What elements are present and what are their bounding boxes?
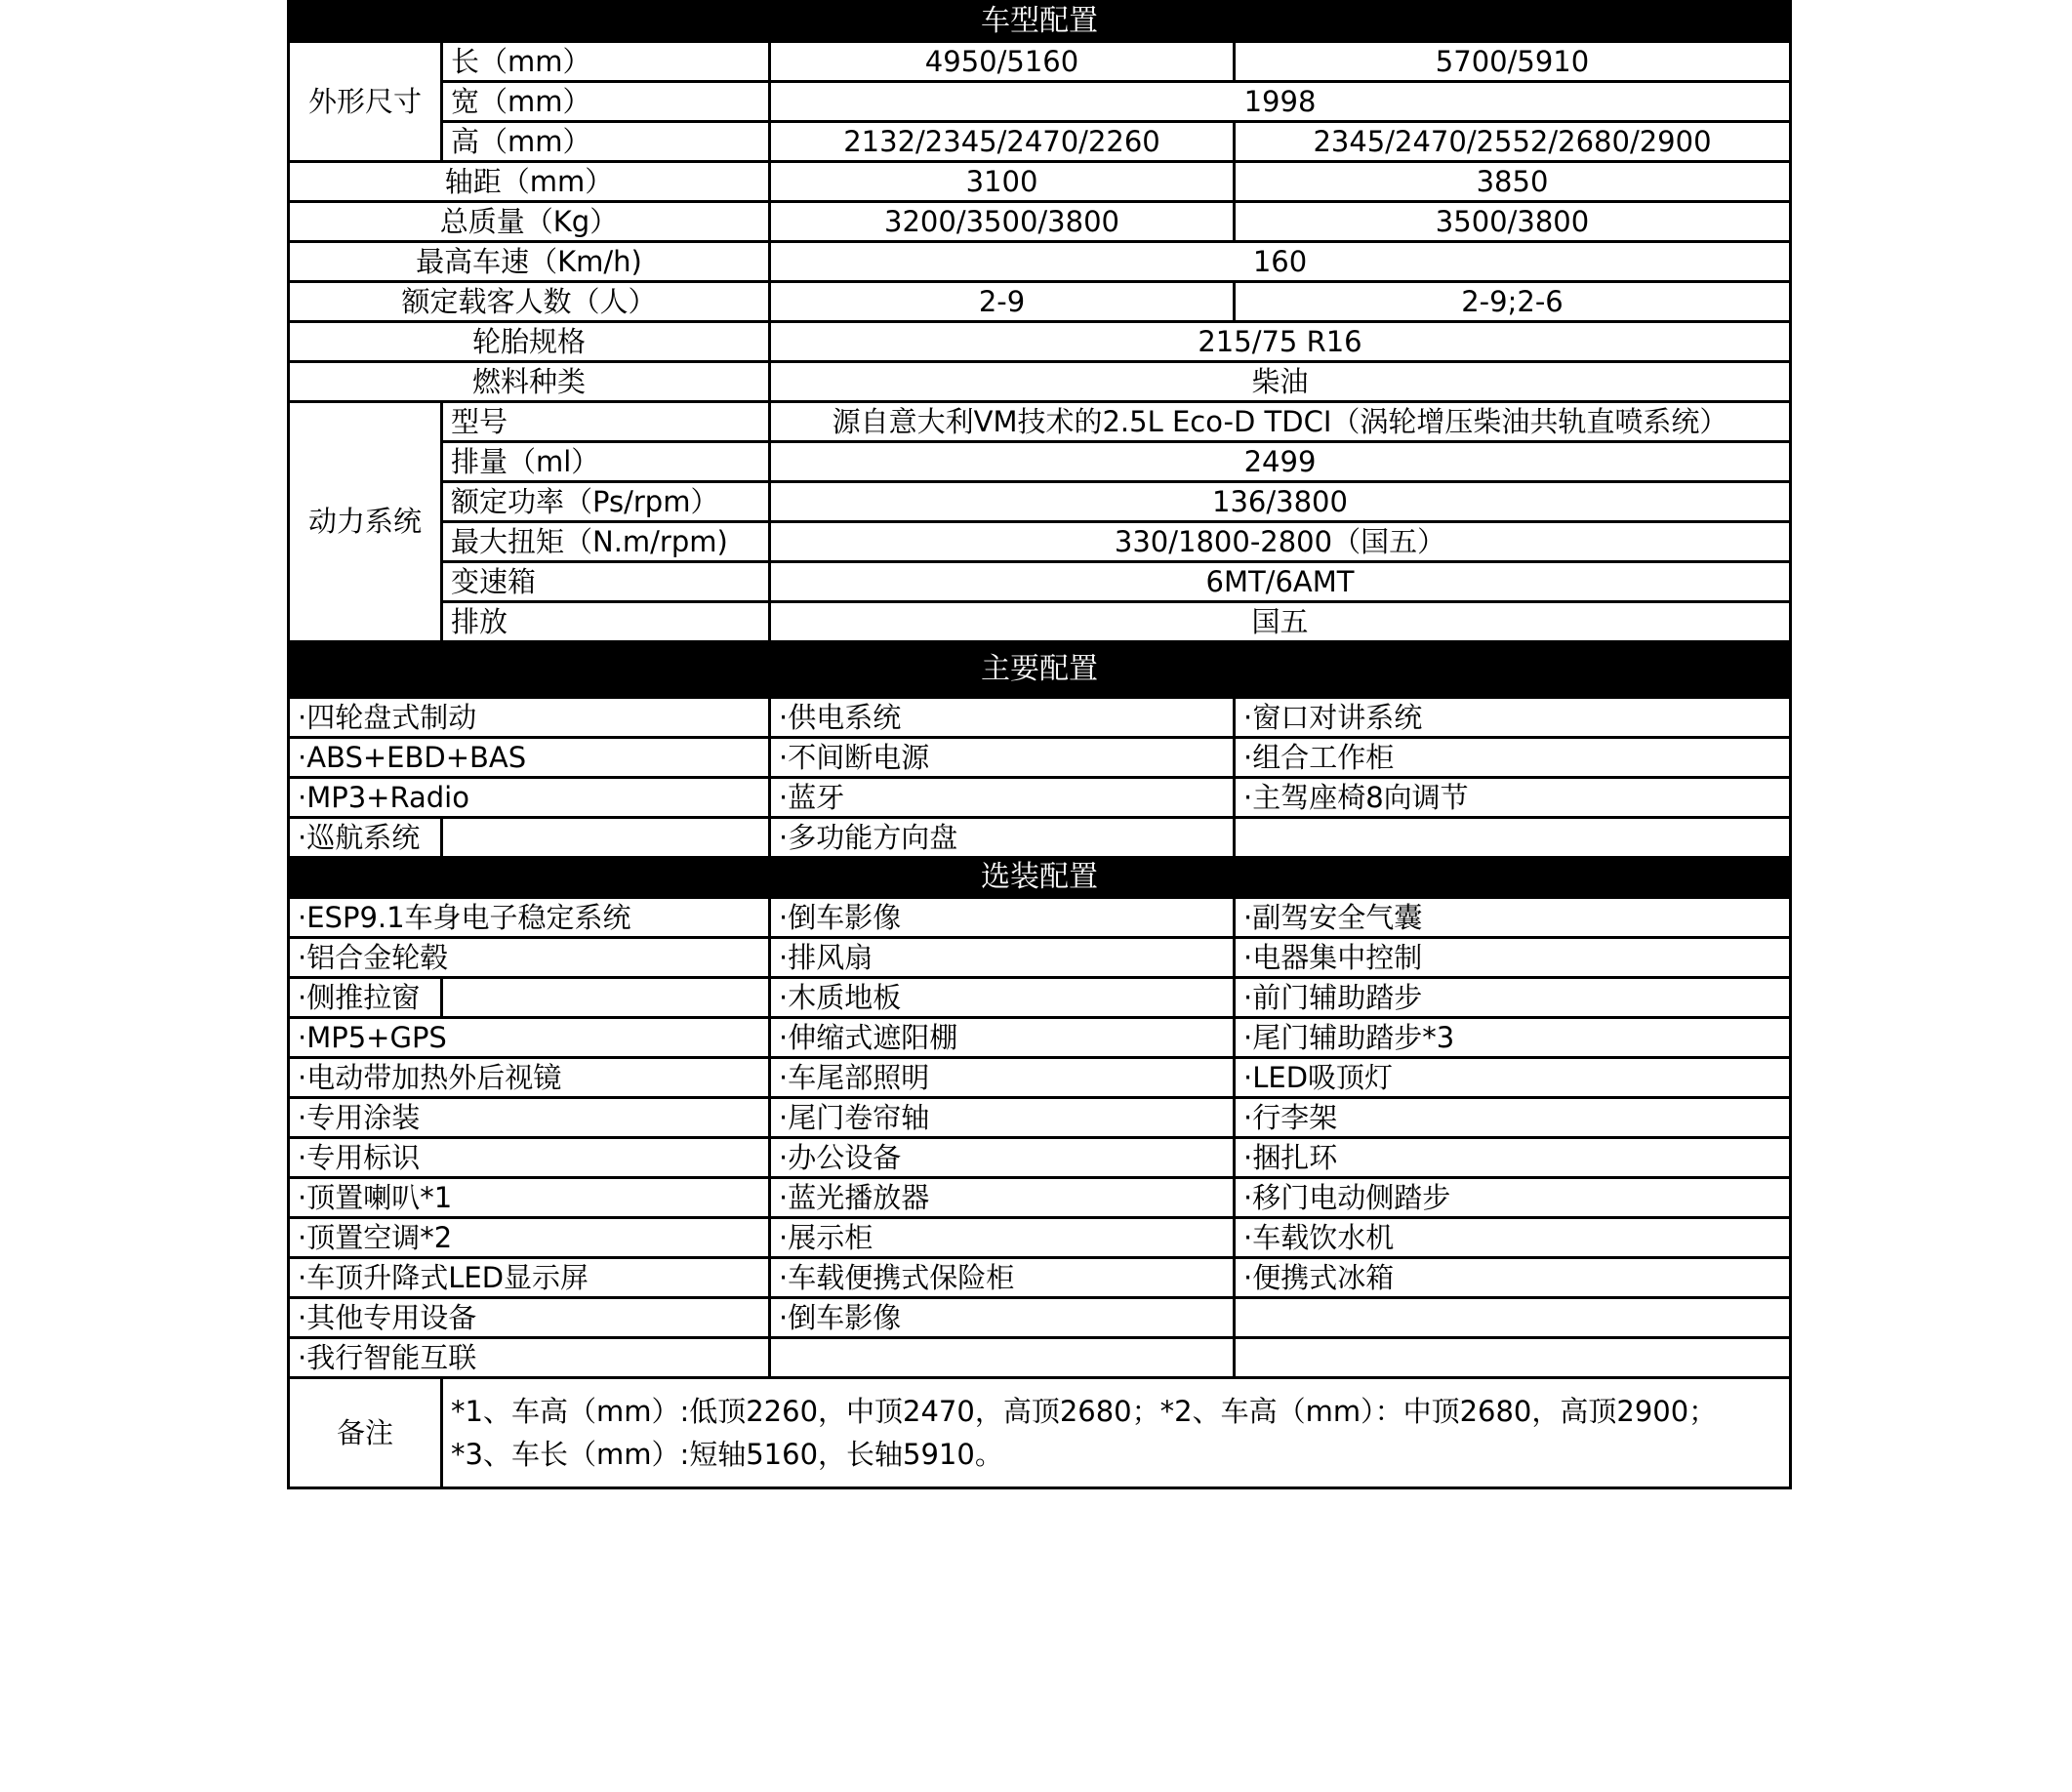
table-row <box>289 1098 1791 1138</box>
cell-value: 源自意大利VM技术的2.5L Eco-D TDCI（涡轮增压柴油共轨直喷系统） <box>770 402 1791 442</box>
feature-cell: ·办公设备 <box>770 1138 1235 1178</box>
cell-value: 3200/3500/3800 <box>770 202 1235 242</box>
feature-cell: ·前门辅助踏步 <box>1235 978 1791 1018</box>
table-row <box>289 818 1791 858</box>
row-label: 宽（mm） <box>442 82 770 122</box>
feature-cell: ·顶置喇叭*1 <box>289 1178 770 1218</box>
group-label-powertrain: 动力系统 <box>289 402 442 642</box>
row-label: 总质量（Kg） <box>289 202 770 242</box>
table-row <box>289 482 1791 522</box>
section-header-optional <box>289 858 1791 898</box>
table-row <box>289 562 1791 602</box>
feature-cell: ·ESP9.1车身电子稳定系统 <box>289 898 770 938</box>
table-row <box>289 1178 1791 1218</box>
feature-cell: ·专用标识 <box>289 1138 770 1178</box>
section-header-main <box>289 642 1791 698</box>
feature-cell: ·MP5+GPS <box>289 1018 770 1058</box>
table-row <box>289 402 1791 442</box>
note-line: *3、车长（mm）:短轴5160，长轴5910。 <box>451 1438 1003 1471</box>
table-row <box>289 1258 1791 1298</box>
cell-value: 2132/2345/2470/2260 <box>770 122 1235 162</box>
table-row <box>289 938 1791 978</box>
table-row <box>289 698 1791 738</box>
feature-cell: ·供电系统 <box>770 698 1235 738</box>
row-label: 额定功率（Ps/rpm） <box>442 482 770 522</box>
feature-cell: ·展示柜 <box>770 1218 1235 1258</box>
table-row <box>289 1138 1791 1178</box>
cell-value: 4950/5160 <box>770 42 1235 82</box>
cell-value: 160 <box>770 242 1791 282</box>
feature-cell: ·侧推拉窗 <box>289 978 442 1018</box>
row-label: 变速箱 <box>442 562 770 602</box>
empty-cell <box>442 978 770 1018</box>
table-row <box>289 778 1791 818</box>
table-row <box>289 1058 1791 1098</box>
feature-cell: ·便携式冰箱 <box>1235 1258 1791 1298</box>
feature-cell: ·其他专用设备 <box>289 1298 770 1338</box>
feature-cell <box>1235 1298 1791 1338</box>
table-row <box>289 442 1791 482</box>
feature-cell: ·倒车影像 <box>770 898 1235 938</box>
table-row <box>289 42 1791 82</box>
cell-value: 柴油 <box>770 362 1791 402</box>
feature-cell: ·尾门卷帘轴 <box>770 1098 1235 1138</box>
table-row <box>289 362 1791 402</box>
table-row <box>289 322 1791 362</box>
cell-value: 6MT/6AMT <box>770 562 1791 602</box>
row-label: 额定载客人数（人） <box>289 282 770 322</box>
feature-cell: ·专用涂装 <box>289 1098 770 1138</box>
notes-text <box>442 1378 1791 1488</box>
cell-value: 136/3800 <box>770 482 1791 522</box>
section-title: 主要配置 <box>289 642 1791 698</box>
row-label: 排量（ml） <box>442 442 770 482</box>
table-row <box>289 122 1791 162</box>
feature-cell: ·尾门辅助踏步*3 <box>1235 1018 1791 1058</box>
section-header-model <box>289 2 1791 42</box>
feature-cell: ·四轮盘式制动 <box>289 698 770 738</box>
spec-table <box>287 0 1792 1489</box>
row-label: 最高车速（Km/h) <box>289 242 770 282</box>
feature-cell: ·蓝牙 <box>770 778 1235 818</box>
empty-cell <box>442 818 770 858</box>
feature-cell <box>770 1338 1235 1378</box>
feature-cell: ·电动带加热外后视镜 <box>289 1058 770 1098</box>
row-label: 燃料种类 <box>289 362 770 402</box>
feature-cell: ·组合工作柜 <box>1235 738 1791 778</box>
feature-cell: ·ABS+EBD+BAS <box>289 738 770 778</box>
cell-value: 国五 <box>770 602 1791 642</box>
cell-value: 2345/2470/2552/2680/2900 <box>1235 122 1791 162</box>
table-row <box>289 978 1791 1018</box>
feature-cell: ·车载便携式保险柜 <box>770 1258 1235 1298</box>
table-row <box>289 82 1791 122</box>
table-row <box>289 1018 1791 1058</box>
feature-cell: ·车尾部照明 <box>770 1058 1235 1098</box>
notes-label: 备注 <box>289 1378 442 1488</box>
feature-cell: ·行李架 <box>1235 1098 1791 1138</box>
spec-sheet <box>287 0 1789 1489</box>
row-label: 排放 <box>442 602 770 642</box>
feature-cell: ·LED吸顶灯 <box>1235 1058 1791 1098</box>
cell-value: 3500/3800 <box>1235 202 1791 242</box>
feature-cell <box>1235 818 1791 858</box>
feature-cell: ·蓝光播放器 <box>770 1178 1235 1218</box>
feature-cell: ·副驾安全气囊 <box>1235 898 1791 938</box>
feature-cell: ·车载饮水机 <box>1235 1218 1791 1258</box>
notes-row <box>289 1378 1791 1488</box>
section-title: 选装配置 <box>289 858 1791 898</box>
row-label: 轴距（mm） <box>289 162 770 202</box>
cell-value: 2499 <box>770 442 1791 482</box>
row-label: 轮胎规格 <box>289 322 770 362</box>
feature-cell <box>1235 1338 1791 1378</box>
feature-cell: ·伸缩式遮阳棚 <box>770 1018 1235 1058</box>
feature-cell: ·排风扇 <box>770 938 1235 978</box>
cell-value: 1998 <box>770 82 1791 122</box>
feature-cell: ·车顶升降式LED显示屏 <box>289 1258 770 1298</box>
feature-cell: ·多功能方向盘 <box>770 818 1235 858</box>
feature-cell: ·窗口对讲系统 <box>1235 698 1791 738</box>
feature-cell: ·捆扎环 <box>1235 1138 1791 1178</box>
cell-value: 5700/5910 <box>1235 42 1791 82</box>
table-row <box>289 202 1791 242</box>
feature-cell: ·主驾座椅8向调节 <box>1235 778 1791 818</box>
table-row <box>289 242 1791 282</box>
table-row <box>289 162 1791 202</box>
feature-cell: ·倒车影像 <box>770 1298 1235 1338</box>
feature-cell: ·巡航系统 <box>289 818 442 858</box>
table-row <box>289 602 1791 642</box>
feature-cell: ·木质地板 <box>770 978 1235 1018</box>
feature-cell: ·顶置空调*2 <box>289 1218 770 1258</box>
cell-value: 2-9 <box>770 282 1235 322</box>
cell-value: 215/75 R16 <box>770 322 1791 362</box>
table-row <box>289 1338 1791 1378</box>
feature-cell: ·MP3+Radio <box>289 778 770 818</box>
row-label: 最大扭矩（N.m/rpm) <box>442 522 770 562</box>
feature-cell: ·我行智能互联 <box>289 1338 770 1378</box>
table-row <box>289 898 1791 938</box>
row-label: 长（mm） <box>442 42 770 82</box>
cell-value: 3100 <box>770 162 1235 202</box>
row-label: 型号 <box>442 402 770 442</box>
note-line: *1、车高（mm）:低顶2260，中顶2470，高顶2680；*2、车高（mm）：中顶2680，高顶2900； <box>451 1395 1718 1428</box>
feature-cell: ·不间断电源 <box>770 738 1235 778</box>
feature-cell: ·电器集中控制 <box>1235 938 1791 978</box>
table-row <box>289 738 1791 778</box>
section-title: 车型配置 <box>289 2 1791 42</box>
table-row <box>289 1218 1791 1258</box>
row-label: 高（mm） <box>442 122 770 162</box>
cell-value: 330/1800-2800（国五） <box>770 522 1791 562</box>
cell-value: 3850 <box>1235 162 1791 202</box>
table-row <box>289 1298 1791 1338</box>
group-label-dimensions: 外形尺寸 <box>289 42 442 162</box>
table-row <box>289 522 1791 562</box>
table-row <box>289 282 1791 322</box>
cell-value: 2-9;2-6 <box>1235 282 1791 322</box>
feature-cell: ·铝合金轮毂 <box>289 938 770 978</box>
feature-cell: ·移门电动侧踏步 <box>1235 1178 1791 1218</box>
